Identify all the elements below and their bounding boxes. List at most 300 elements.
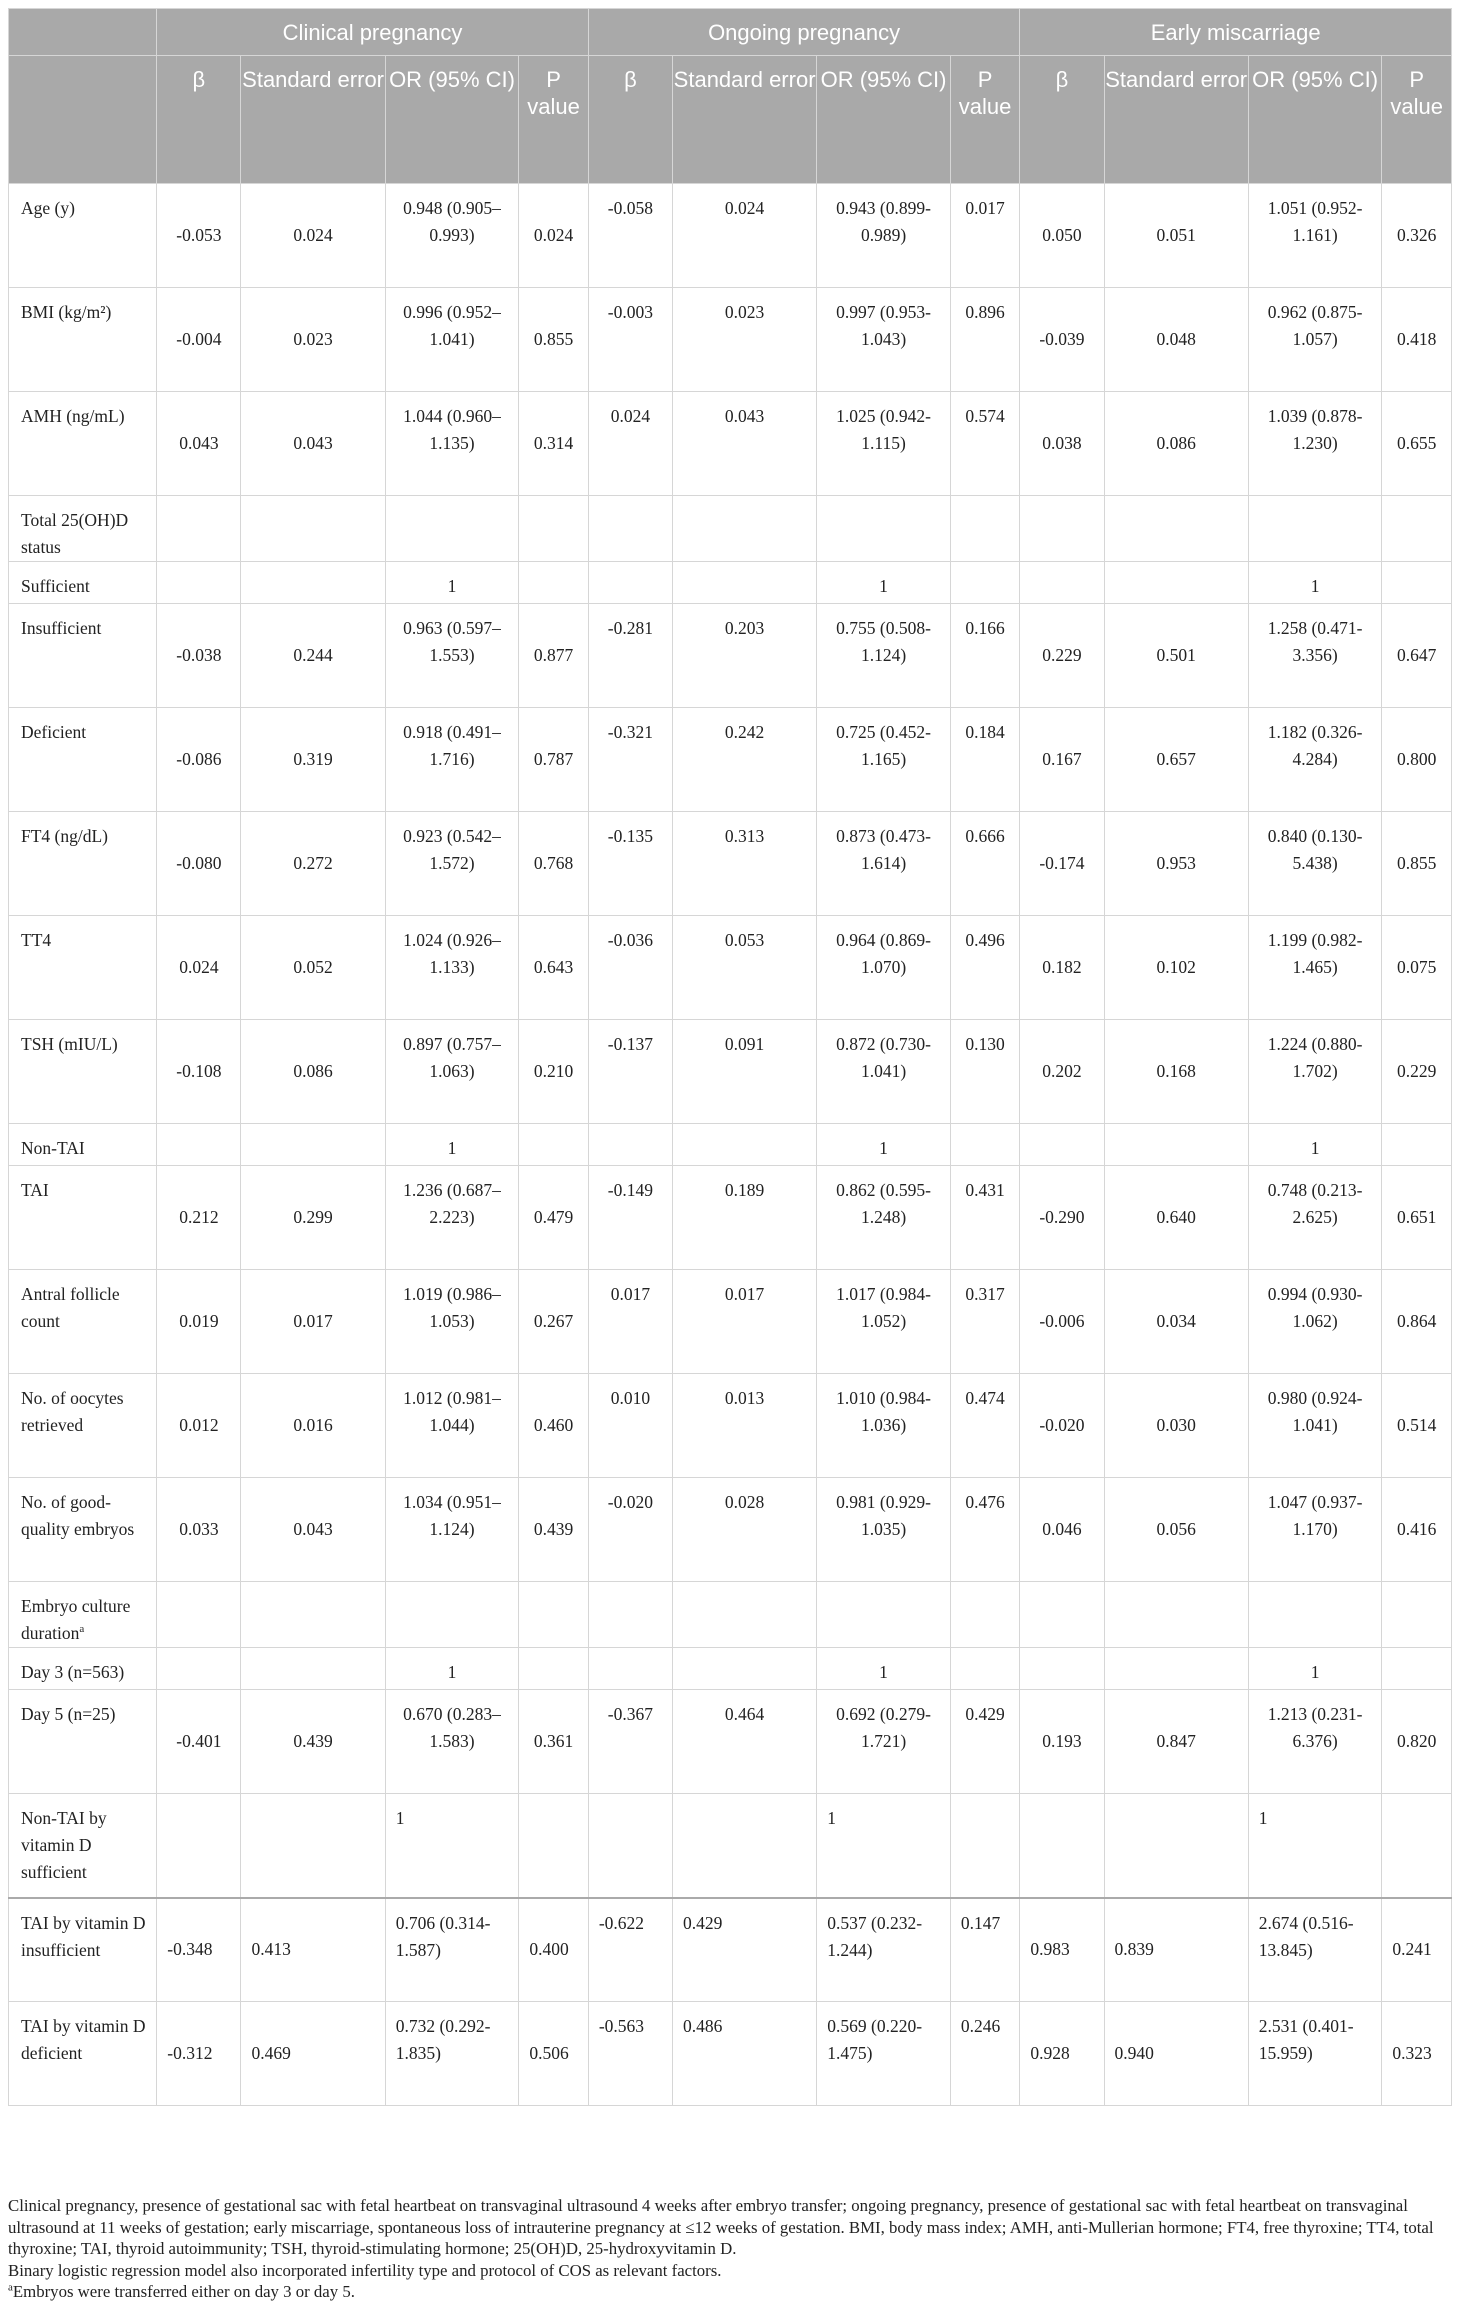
early-miscarriage-beta-cell: [1020, 1124, 1104, 1166]
table-row: [9, 1898, 1452, 2002]
early-miscarriage-or-ci-cell: 0.980 (0.924-1.041): [1248, 1374, 1382, 1478]
early-miscarriage-p-value-cell: 0.864: [1382, 1270, 1452, 1374]
ongoing-pregnancy-p-value-cell: 0.147: [950, 1898, 1020, 2002]
footnote-a: [8, 2281, 1452, 2303]
clinical-pregnancy-beta-cell: [157, 1648, 241, 1690]
row-label-text: TAI: [21, 1180, 49, 1200]
table-row: [9, 812, 1452, 916]
sub-header-p-value: P value: [950, 56, 1020, 184]
clinical-pregnancy-standard-error-cell: 0.319: [241, 708, 385, 812]
clinical-pregnancy-beta-cell: 0.024: [157, 916, 241, 1020]
early-miscarriage-standard-error-cell: 0.640: [1104, 1166, 1248, 1270]
ongoing-pregnancy-standard-error-cell: 0.189: [672, 1166, 816, 1270]
early-miscarriage-p-value-cell: [1382, 1648, 1452, 1690]
early-miscarriage-standard-error-cell: [1104, 1124, 1248, 1166]
clinical-pregnancy-or-ci-cell: 1: [385, 1124, 519, 1166]
row-label: [9, 1478, 157, 1582]
ongoing-pregnancy-p-value-cell: 0.666: [950, 812, 1020, 916]
clinical-pregnancy-or-ci-cell: 1.024 (0.926–1.133): [385, 916, 519, 1020]
clinical-pregnancy-standard-error-cell: 0.272: [241, 812, 385, 916]
row-label-text: Embryo culture duration: [21, 1596, 131, 1643]
ongoing-pregnancy-standard-error-cell: 0.043: [672, 392, 816, 496]
row-label: [9, 562, 157, 604]
footnote-model: Binary logistic regression model also incorporated infertility type and protocol of COS as relevant factors.: [8, 2260, 722, 2280]
clinical-pregnancy-beta-cell: -0.312: [157, 2002, 241, 2106]
ongoing-pregnancy-standard-error-cell: [672, 1582, 816, 1648]
early-miscarriage-standard-error-cell: [1104, 1648, 1248, 1690]
ongoing-pregnancy-p-value-cell: [950, 1794, 1020, 1898]
row-label-text: TSH (mIU/L): [21, 1034, 118, 1054]
clinical-pregnancy-beta-cell: [157, 1794, 241, 1898]
row-label: [9, 1648, 157, 1690]
ongoing-pregnancy-or-ci-cell: 1: [817, 1124, 951, 1166]
clinical-pregnancy-standard-error-cell: [241, 1648, 385, 1690]
early-miscarriage-p-value-cell: [1382, 1794, 1452, 1898]
clinical-pregnancy-or-ci-cell: 1.012 (0.981–1.044): [385, 1374, 519, 1478]
early-miscarriage-or-ci-cell: 1.258 (0.471-3.356): [1248, 604, 1382, 708]
sub-header-beta: β: [1020, 56, 1104, 184]
early-miscarriage-beta-cell: -0.020: [1020, 1374, 1104, 1478]
ongoing-pregnancy-or-ci-cell: 0.569 (0.220-1.475): [817, 2002, 951, 2106]
early-miscarriage-p-value-cell: 0.416: [1382, 1478, 1452, 1582]
ongoing-pregnancy-standard-error-cell: 0.024: [672, 184, 816, 288]
row-label: [9, 2002, 157, 2106]
clinical-pregnancy-p-value-cell: 0.314: [519, 392, 588, 496]
clinical-pregnancy-or-ci-cell: 0.670 (0.283–1.583): [385, 1690, 519, 1794]
early-miscarriage-beta-cell: [1020, 1582, 1104, 1648]
sub-header-beta: β: [588, 56, 672, 184]
table-row: [9, 708, 1452, 812]
early-miscarriage-p-value-cell: 0.326: [1382, 184, 1452, 288]
clinical-pregnancy-beta-cell: -0.086: [157, 708, 241, 812]
clinical-pregnancy-beta-cell: 0.043: [157, 392, 241, 496]
clinical-pregnancy-or-ci-cell: [385, 496, 519, 562]
ongoing-pregnancy-beta-cell: -0.058: [588, 184, 672, 288]
early-miscarriage-or-ci-cell: [1248, 1582, 1382, 1648]
table-row: [9, 392, 1452, 496]
ongoing-pregnancy-p-value-cell: 0.317: [950, 1270, 1020, 1374]
table-row: [9, 288, 1452, 392]
early-miscarriage-beta-cell: 0.193: [1020, 1690, 1104, 1794]
early-miscarriage-or-ci-cell: 1.047 (0.937-1.170): [1248, 1478, 1382, 1582]
sub-header-standard-error: Standard error: [672, 56, 816, 184]
early-miscarriage-beta-cell: [1020, 1648, 1104, 1690]
early-miscarriage-beta-cell: [1020, 562, 1104, 604]
clinical-pregnancy-p-value-cell: 0.460: [519, 1374, 588, 1478]
row-label: [9, 812, 157, 916]
early-miscarriage-p-value-cell: 0.820: [1382, 1690, 1452, 1794]
table-row: [9, 1374, 1452, 1478]
clinical-pregnancy-standard-error-cell: 0.017: [241, 1270, 385, 1374]
clinical-pregnancy-beta-cell: [157, 1124, 241, 1166]
clinical-pregnancy-beta-cell: [157, 562, 241, 604]
early-miscarriage-beta-cell: -0.174: [1020, 812, 1104, 916]
clinical-pregnancy-standard-error-cell: [241, 1794, 385, 1898]
early-miscarriage-standard-error-cell: 0.034: [1104, 1270, 1248, 1374]
regression-results-table: [8, 8, 1452, 2106]
row-label: [9, 496, 157, 562]
clinical-pregnancy-standard-error-cell: [241, 1124, 385, 1166]
early-miscarriage-standard-error-cell: 0.051: [1104, 184, 1248, 288]
row-label-text: Day 3 (n=563): [21, 1662, 125, 1682]
table-row: [9, 1690, 1452, 1794]
footnote-a-text: Embryos were transferred either on day 3 or day 5.: [12, 2282, 355, 2301]
sub-header-or-ci: OR (95% CI): [817, 56, 951, 184]
early-miscarriage-p-value-cell: 0.647: [1382, 604, 1452, 708]
early-miscarriage-beta-cell: 0.038: [1020, 392, 1104, 496]
ongoing-pregnancy-beta-cell: [588, 496, 672, 562]
ongoing-pregnancy-p-value-cell: 0.476: [950, 1478, 1020, 1582]
clinical-pregnancy-or-ci-cell: 1: [385, 1794, 519, 1898]
table-row: [9, 2002, 1452, 2106]
ongoing-pregnancy-p-value-cell: 0.496: [950, 916, 1020, 1020]
table-row: [9, 604, 1452, 708]
clinical-pregnancy-beta-cell: [157, 1582, 241, 1648]
clinical-pregnancy-or-ci-cell: 0.996 (0.952–1.041): [385, 288, 519, 392]
ongoing-pregnancy-beta-cell: 0.017: [588, 1270, 672, 1374]
row-label: [9, 916, 157, 1020]
clinical-pregnancy-standard-error-cell: 0.439: [241, 1690, 385, 1794]
ongoing-pregnancy-beta-cell: -0.020: [588, 1478, 672, 1582]
ongoing-pregnancy-beta-cell: -0.003: [588, 288, 672, 392]
ongoing-pregnancy-standard-error-cell: [672, 496, 816, 562]
ongoing-pregnancy-or-ci-cell: 0.943 (0.899-0.989): [817, 184, 951, 288]
clinical-pregnancy-beta-cell: 0.212: [157, 1166, 241, 1270]
table-footnotes: [8, 2195, 1452, 2303]
early-miscarriage-standard-error-cell: [1104, 1794, 1248, 1898]
ongoing-pregnancy-standard-error-cell: 0.028: [672, 1478, 816, 1582]
clinical-pregnancy-or-ci-cell: 1.034 (0.951–1.124): [385, 1478, 519, 1582]
clinical-pregnancy-p-value-cell: 0.400: [519, 1898, 588, 2002]
early-miscarriage-standard-error-cell: 0.102: [1104, 916, 1248, 1020]
group-header-ongoing-pregnancy: Ongoing pregnancy: [588, 9, 1020, 56]
clinical-pregnancy-standard-error-cell: 0.469: [241, 2002, 385, 2106]
header-blank: [9, 9, 157, 56]
early-miscarriage-p-value-cell: 0.514: [1382, 1374, 1452, 1478]
ongoing-pregnancy-p-value-cell: 0.896: [950, 288, 1020, 392]
row-label-text: Antral follicle count: [21, 1284, 120, 1331]
ongoing-pregnancy-standard-error-cell: 0.464: [672, 1690, 816, 1794]
sub-header-standard-error: Standard error: [1104, 56, 1248, 184]
clinical-pregnancy-standard-error-cell: 0.043: [241, 392, 385, 496]
clinical-pregnancy-p-value-cell: 0.787: [519, 708, 588, 812]
early-miscarriage-or-ci-cell: 1.039 (0.878-1.230): [1248, 392, 1382, 496]
clinical-pregnancy-p-value-cell: [519, 562, 588, 604]
row-label-text: Deficient: [21, 722, 87, 742]
ongoing-pregnancy-p-value-cell: 0.166: [950, 604, 1020, 708]
row-label-text: Age (y): [21, 198, 75, 218]
ongoing-pregnancy-or-ci-cell: 0.873 (0.473-1.614): [817, 812, 951, 916]
early-miscarriage-p-value-cell: 0.651: [1382, 1166, 1452, 1270]
clinical-pregnancy-beta-cell: 0.019: [157, 1270, 241, 1374]
row-label: [9, 604, 157, 708]
table-row: [9, 1794, 1452, 1898]
early-miscarriage-p-value-cell: 0.323: [1382, 2002, 1452, 2106]
ongoing-pregnancy-beta-cell: -0.137: [588, 1020, 672, 1124]
ongoing-pregnancy-standard-error-cell: [672, 562, 816, 604]
clinical-pregnancy-p-value-cell: [519, 1648, 588, 1690]
row-label: [9, 1166, 157, 1270]
ongoing-pregnancy-standard-error-cell: 0.013: [672, 1374, 816, 1478]
ongoing-pregnancy-beta-cell: [588, 1794, 672, 1898]
table-row: [9, 1582, 1452, 1648]
early-miscarriage-or-ci-cell: 1.213 (0.231-6.376): [1248, 1690, 1382, 1794]
table-row: [9, 496, 1452, 562]
early-miscarriage-standard-error-cell: 0.940: [1104, 2002, 1248, 2106]
ongoing-pregnancy-beta-cell: -0.036: [588, 916, 672, 1020]
row-label: [9, 1582, 157, 1648]
ongoing-pregnancy-standard-error-cell: 0.429: [672, 1898, 816, 2002]
clinical-pregnancy-or-ci-cell: 0.918 (0.491–1.716): [385, 708, 519, 812]
table-row: [9, 562, 1452, 604]
clinical-pregnancy-standard-error-cell: 0.299: [241, 1166, 385, 1270]
ongoing-pregnancy-p-value-cell: 0.474: [950, 1374, 1020, 1478]
clinical-pregnancy-standard-error-cell: 0.086: [241, 1020, 385, 1124]
row-label-text: Day 5 (n=25): [21, 1704, 116, 1724]
early-miscarriage-p-value-cell: 0.855: [1382, 812, 1452, 916]
ongoing-pregnancy-or-ci-cell: 1.025 (0.942-1.115): [817, 392, 951, 496]
ongoing-pregnancy-p-value-cell: [950, 562, 1020, 604]
header-blank: [9, 56, 157, 184]
clinical-pregnancy-or-ci-cell: 0.948 (0.905–0.993): [385, 184, 519, 288]
row-label: [9, 1898, 157, 2002]
clinical-pregnancy-p-value-cell: 0.877: [519, 604, 588, 708]
ongoing-pregnancy-standard-error-cell: 0.017: [672, 1270, 816, 1374]
early-miscarriage-beta-cell: 0.046: [1020, 1478, 1104, 1582]
clinical-pregnancy-or-ci-cell: 1: [385, 1648, 519, 1690]
row-label-text: TT4: [21, 930, 52, 950]
ongoing-pregnancy-standard-error-cell: 0.091: [672, 1020, 816, 1124]
regression-table-container: [8, 8, 1452, 2106]
row-label-text: Non-TAI: [21, 1138, 85, 1158]
clinical-pregnancy-beta-cell: -0.108: [157, 1020, 241, 1124]
clinical-pregnancy-standard-error-cell: 0.413: [241, 1898, 385, 2002]
early-miscarriage-beta-cell: -0.290: [1020, 1166, 1104, 1270]
early-miscarriage-standard-error-cell: 0.953: [1104, 812, 1248, 916]
row-label: [9, 392, 157, 496]
ongoing-pregnancy-or-ci-cell: 0.692 (0.279-1.721): [817, 1690, 951, 1794]
early-miscarriage-or-ci-cell: 0.748 (0.213-2.625): [1248, 1166, 1382, 1270]
row-label: [9, 288, 157, 392]
clinical-pregnancy-standard-error-cell: 0.023: [241, 288, 385, 392]
table-row: [9, 1648, 1452, 1690]
clinical-pregnancy-p-value-cell: 0.643: [519, 916, 588, 1020]
early-miscarriage-or-ci-cell: [1248, 496, 1382, 562]
ongoing-pregnancy-or-ci-cell: 0.862 (0.595-1.248): [817, 1166, 951, 1270]
ongoing-pregnancy-standard-error-cell: 0.203: [672, 604, 816, 708]
row-label-text: AMH (ng/mL): [21, 406, 125, 426]
table-row: [9, 184, 1452, 288]
early-miscarriage-p-value-cell: 0.229: [1382, 1020, 1452, 1124]
sub-header-standard-error: Standard error: [241, 56, 385, 184]
ongoing-pregnancy-standard-error-cell: [672, 1124, 816, 1166]
ongoing-pregnancy-beta-cell: [588, 562, 672, 604]
clinical-pregnancy-p-value-cell: [519, 1794, 588, 1898]
early-miscarriage-standard-error-cell: 0.086: [1104, 392, 1248, 496]
clinical-pregnancy-beta-cell: 0.033: [157, 1478, 241, 1582]
sub-header-p-value: P value: [519, 56, 588, 184]
table-row: [9, 1478, 1452, 1582]
early-miscarriage-p-value-cell: 0.800: [1382, 708, 1452, 812]
footnote-definitions: Clinical pregnancy, presence of gestational sac with fetal heartbeat on transvaginal ultrasound 4 weeks after embryo transfer; ongoing pregnancy, presence of gestational sac with fetal heartbeat on transvaginal ultrasound at 11 weeks of gestation; early miscarriage, spontaneous loss of intrauterine pregnancy at ≤12 weeks of gestation. BMI, body mass index; AMH, anti-Mullerian hormone; FT4, free thyroxine; TT4, total thyroxine; TAI, thyroid autoimmunity; TSH, thyroid-stimulating hormone; 25(OH)D, 25-hydroxyvitamin D.: [8, 2196, 1434, 2258]
sub-header-or-ci: OR (95% CI): [385, 56, 519, 184]
ongoing-pregnancy-beta-cell: 0.024: [588, 392, 672, 496]
early-miscarriage-beta-cell: 0.983: [1020, 1898, 1104, 2002]
early-miscarriage-beta-cell: 0.050: [1020, 184, 1104, 288]
ongoing-pregnancy-beta-cell: 0.010: [588, 1374, 672, 1478]
table-body: [9, 184, 1452, 2106]
early-miscarriage-standard-error-cell: 0.056: [1104, 1478, 1248, 1582]
ongoing-pregnancy-p-value-cell: [950, 1648, 1020, 1690]
clinical-pregnancy-p-value-cell: 0.479: [519, 1166, 588, 1270]
clinical-pregnancy-or-ci-cell: 1.019 (0.986–1.053): [385, 1270, 519, 1374]
early-miscarriage-p-value-cell: 0.655: [1382, 392, 1452, 496]
row-label-text: Total 25(OH)D status: [21, 510, 129, 557]
ongoing-pregnancy-or-ci-cell: 0.872 (0.730-1.041): [817, 1020, 951, 1124]
clinical-pregnancy-beta-cell: -0.004: [157, 288, 241, 392]
early-miscarriage-standard-error-cell: 0.847: [1104, 1690, 1248, 1794]
clinical-pregnancy-beta-cell: 0.012: [157, 1374, 241, 1478]
early-miscarriage-beta-cell: 0.229: [1020, 604, 1104, 708]
table-row: [9, 1270, 1452, 1374]
clinical-pregnancy-beta-cell: -0.053: [157, 184, 241, 288]
ongoing-pregnancy-beta-cell: -0.563: [588, 2002, 672, 2106]
ongoing-pregnancy-or-ci-cell: 1: [817, 562, 951, 604]
ongoing-pregnancy-or-ci-cell: 0.537 (0.232-1.244): [817, 1898, 951, 2002]
early-miscarriage-p-value-cell: 0.418: [1382, 288, 1452, 392]
clinical-pregnancy-or-ci-cell: 1.044 (0.960–1.135): [385, 392, 519, 496]
early-miscarriage-p-value-cell: 0.241: [1382, 1898, 1452, 2002]
early-miscarriage-standard-error-cell: 0.030: [1104, 1374, 1248, 1478]
ongoing-pregnancy-beta-cell: [588, 1582, 672, 1648]
footnote-a-mark: a: [8, 2281, 13, 2294]
group-header-clinical-pregnancy: Clinical pregnancy: [157, 9, 589, 56]
sub-header-row: [9, 56, 1452, 184]
early-miscarriage-standard-error-cell: [1104, 496, 1248, 562]
group-header-row: [9, 9, 1452, 56]
early-miscarriage-or-ci-cell: 1.051 (0.952-1.161): [1248, 184, 1382, 288]
early-miscarriage-standard-error-cell: 0.168: [1104, 1020, 1248, 1124]
ongoing-pregnancy-p-value-cell: 0.184: [950, 708, 1020, 812]
ongoing-pregnancy-beta-cell: [588, 1124, 672, 1166]
early-miscarriage-p-value-cell: [1382, 562, 1452, 604]
early-miscarriage-beta-cell: -0.039: [1020, 288, 1104, 392]
early-miscarriage-or-ci-cell: 1.199 (0.982-1.465): [1248, 916, 1382, 1020]
clinical-pregnancy-beta-cell: -0.348: [157, 1898, 241, 2002]
clinical-pregnancy-beta-cell: [157, 496, 241, 562]
ongoing-pregnancy-standard-error-cell: [672, 1648, 816, 1690]
clinical-pregnancy-standard-error-cell: [241, 562, 385, 604]
row-label: [9, 184, 157, 288]
table-row: [9, 1020, 1452, 1124]
group-header-early-miscarriage: Early miscarriage: [1020, 9, 1452, 56]
row-label-text: No. of good-quality embryos: [21, 1492, 135, 1539]
clinical-pregnancy-p-value-cell: 0.768: [519, 812, 588, 916]
clinical-pregnancy-or-ci-cell: 0.897 (0.757–1.063): [385, 1020, 519, 1124]
table-row: [9, 916, 1452, 1020]
ongoing-pregnancy-standard-error-cell: 0.053: [672, 916, 816, 1020]
row-label: [9, 708, 157, 812]
ongoing-pregnancy-p-value-cell: 0.130: [950, 1020, 1020, 1124]
clinical-pregnancy-p-value-cell: 0.210: [519, 1020, 588, 1124]
early-miscarriage-or-ci-cell: 0.840 (0.130-5.438): [1248, 812, 1382, 916]
clinical-pregnancy-or-ci-cell: 0.732 (0.292-1.835): [385, 2002, 519, 2106]
early-miscarriage-or-ci-cell: 0.994 (0.930-1.062): [1248, 1270, 1382, 1374]
early-miscarriage-beta-cell: 0.167: [1020, 708, 1104, 812]
early-miscarriage-standard-error-cell: 0.657: [1104, 708, 1248, 812]
clinical-pregnancy-beta-cell: -0.038: [157, 604, 241, 708]
table-row: [9, 1124, 1452, 1166]
ongoing-pregnancy-p-value-cell: 0.574: [950, 392, 1020, 496]
early-miscarriage-beta-cell: [1020, 496, 1104, 562]
clinical-pregnancy-beta-cell: -0.080: [157, 812, 241, 916]
ongoing-pregnancy-beta-cell: -0.321: [588, 708, 672, 812]
ongoing-pregnancy-p-value-cell: 0.429: [950, 1690, 1020, 1794]
ongoing-pregnancy-p-value-cell: [950, 1582, 1020, 1648]
early-miscarriage-standard-error-cell: 0.839: [1104, 1898, 1248, 2002]
ongoing-pregnancy-or-ci-cell: 0.964 (0.869-1.070): [817, 916, 951, 1020]
clinical-pregnancy-p-value-cell: [519, 1124, 588, 1166]
clinical-pregnancy-or-ci-cell: 0.706 (0.314-1.587): [385, 1898, 519, 2002]
row-label-text: Insufficient: [21, 618, 102, 638]
clinical-pregnancy-beta-cell: -0.401: [157, 1690, 241, 1794]
clinical-pregnancy-standard-error-cell: 0.244: [241, 604, 385, 708]
clinical-pregnancy-standard-error-cell: 0.052: [241, 916, 385, 1020]
clinical-pregnancy-standard-error-cell: 0.024: [241, 184, 385, 288]
early-miscarriage-standard-error-cell: [1104, 1582, 1248, 1648]
ongoing-pregnancy-or-ci-cell: 0.755 (0.508-1.124): [817, 604, 951, 708]
row-label: [9, 1020, 157, 1124]
ongoing-pregnancy-beta-cell: -0.622: [588, 1898, 672, 2002]
early-miscarriage-or-ci-cell: 1.224 (0.880-1.702): [1248, 1020, 1382, 1124]
ongoing-pregnancy-beta-cell: -0.281: [588, 604, 672, 708]
early-miscarriage-or-ci-cell: 1: [1248, 1794, 1382, 1898]
clinical-pregnancy-p-value-cell: 0.506: [519, 2002, 588, 2106]
sub-header-p-value: P value: [1382, 56, 1452, 184]
clinical-pregnancy-p-value-cell: 0.855: [519, 288, 588, 392]
row-label: [9, 1124, 157, 1166]
ongoing-pregnancy-beta-cell: -0.149: [588, 1166, 672, 1270]
early-miscarriage-p-value-cell: [1382, 1582, 1452, 1648]
early-miscarriage-beta-cell: [1020, 1794, 1104, 1898]
row-label-text: No. of oocytes retrieved: [21, 1388, 124, 1435]
clinical-pregnancy-p-value-cell: 0.267: [519, 1270, 588, 1374]
early-miscarriage-or-ci-cell: 0.962 (0.875-1.057): [1248, 288, 1382, 392]
early-miscarriage-or-ci-cell: 1: [1248, 1124, 1382, 1166]
clinical-pregnancy-or-ci-cell: 1.236 (0.687–2.223): [385, 1166, 519, 1270]
sub-header-or-ci: OR (95% CI): [1248, 56, 1382, 184]
clinical-pregnancy-p-value-cell: 0.024: [519, 184, 588, 288]
row-label: [9, 1794, 157, 1898]
clinical-pregnancy-or-ci-cell: 0.923 (0.542–1.572): [385, 812, 519, 916]
ongoing-pregnancy-or-ci-cell: [817, 496, 951, 562]
ongoing-pregnancy-or-ci-cell: 0.997 (0.953-1.043): [817, 288, 951, 392]
row-label: [9, 1270, 157, 1374]
ongoing-pregnancy-p-value-cell: [950, 1124, 1020, 1166]
ongoing-pregnancy-standard-error-cell: 0.486: [672, 2002, 816, 2106]
sub-header-beta: β: [157, 56, 241, 184]
clinical-pregnancy-p-value-cell: [519, 1582, 588, 1648]
clinical-pregnancy-or-ci-cell: [385, 1582, 519, 1648]
early-miscarriage-standard-error-cell: 0.048: [1104, 288, 1248, 392]
early-miscarriage-p-value-cell: [1382, 1124, 1452, 1166]
row-label-text: FT4 (ng/dL): [21, 826, 109, 846]
early-miscarriage-p-value-cell: 0.075: [1382, 916, 1452, 1020]
ongoing-pregnancy-standard-error-cell: 0.242: [672, 708, 816, 812]
row-label-text: Sufficient: [21, 576, 90, 596]
ongoing-pregnancy-or-ci-cell: [817, 1582, 951, 1648]
row-label-text: TAI by vitamin D deficient: [21, 2016, 146, 2063]
